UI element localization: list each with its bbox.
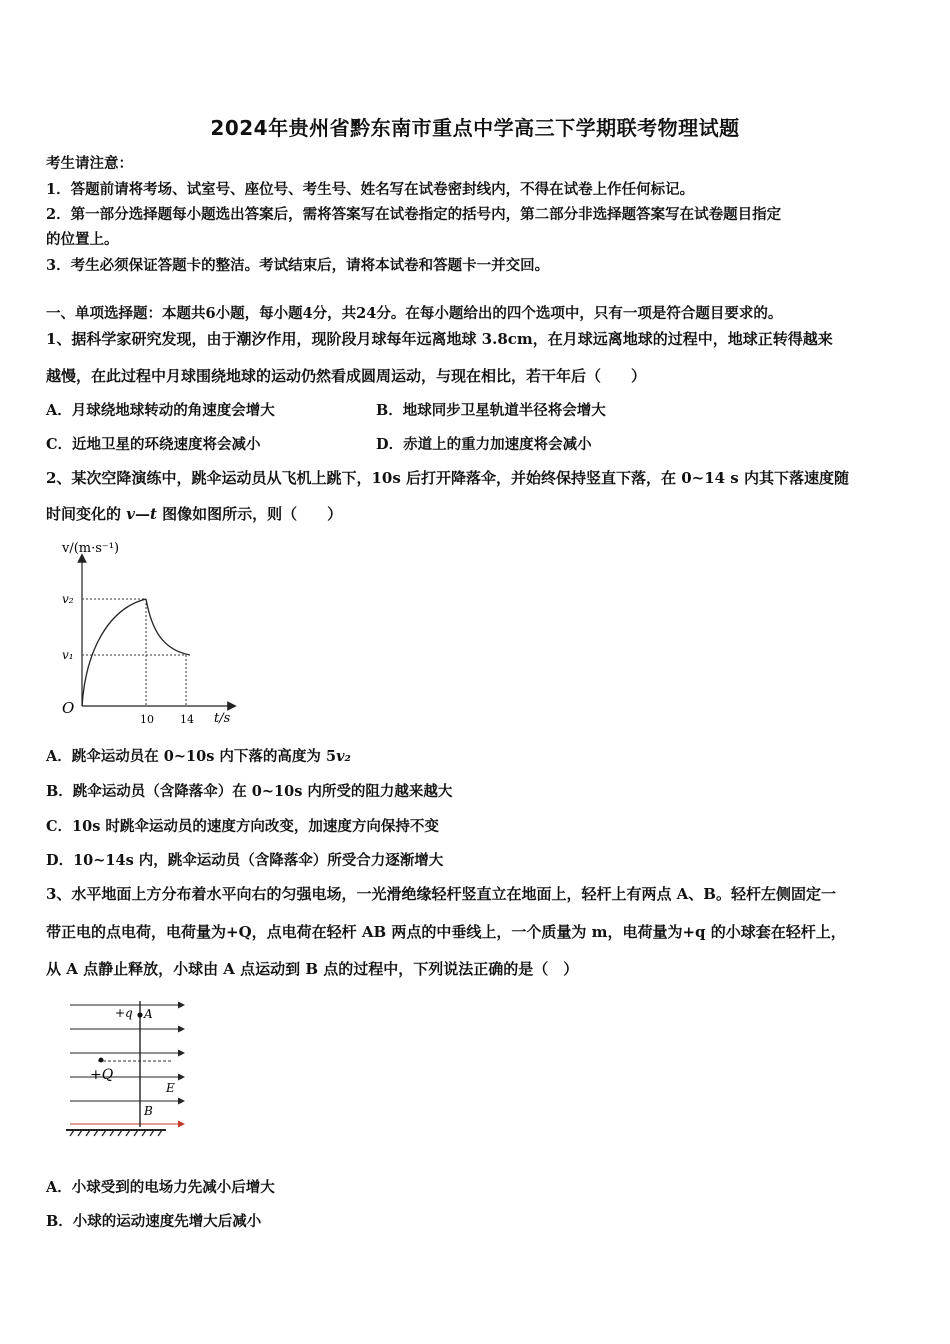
q1-line-2: 越慢，在此过程中月球围绕地球的运动仍然看成圆周运动，与现在相比，若干年后（ ） [46, 367, 647, 385]
curve-decelerating [146, 599, 190, 655]
v2-label: v₂ [62, 592, 74, 606]
exam-title: 2024年贵州省黔东南市重点中学高三下学期联考物理试题 [210, 116, 740, 140]
notice-item-2: 2．第一部分选择题每小题选出答案后，需将答案写在试卷指定的括号内，第二部分非选择题答案写在试卷题目指定 [46, 206, 782, 223]
q2-option-b: B．跳伞运动员（含降落伞）在 0~10s 内所受的阻力越来越大 [46, 783, 453, 800]
e-label: E [166, 1081, 175, 1095]
vt-graph [56, 536, 246, 728]
point-charge [99, 1058, 104, 1063]
notice-item-3: 3．考生必须保证答题卡的整洁。考试结束后，请将本试卷和答题卡一并交回。 [46, 257, 550, 274]
q1-option-a: A．月球绕地球转动的角速度会增大 [46, 402, 275, 419]
section-heading: 一、单项选择题：本题共6小题，每小题4分，共24分。在每小题给出的四个选项中，只有一项是符合题目要求的。 [46, 305, 783, 322]
q2-vt-symbol: v—t [126, 505, 157, 523]
notice-item-1: 1．答题前请将考场、试室号、座位号、考生号、姓名写在试卷密封线内，不得在试卷上作任何标记。 [46, 181, 695, 198]
q3-line-1: 3、水平地面上方分布着水平向右的匀强电场，一光滑绝缘轻杆竖直立在地面上，轻杆上有两点 A、B。轻杆左侧固定一 [46, 885, 836, 903]
q1-line-1: 1、据科学家研究发现，由于潮汐作用，现阶段月球每年远离地球 3.8cm，在月球远离地球的过程中，地球正转得越来 [46, 330, 833, 348]
q3-option-b: B．小球的运动速度先增大后减小 [46, 1213, 262, 1230]
x-axis-label: t/s [214, 711, 231, 726]
q2-option-a-var: v₂ [336, 748, 351, 765]
q3-line-3: 从 A 点静止释放，小球由 A 点运动到 B 点的过程中，下列说法正确的是（ ） [46, 960, 579, 978]
q1-option-c: C．近地卫星的环绕速度将会减小 [46, 436, 261, 453]
field-figure [60, 995, 205, 1140]
q1-option-d: D．赤道上的重力加速度将会减小 [376, 436, 592, 453]
q3-line-2: 带正电的点电荷，电荷量为+Q，点电荷在轻杆 AB 两点的中垂线上，一个质量为 m，电荷量为+q 的小球套在轻杆上， [46, 923, 846, 941]
q2-option-a-text: A．跳伞运动员在 0~10s 内下落的高度为 5 [46, 748, 337, 765]
t10-label: 10 [140, 713, 154, 726]
q2-option-c: C．10s 时跳伞运动员的速度方向改变，加速度方向保持不变 [46, 818, 439, 835]
q2-line-2-post: 图像如图所示，则（ ） [156, 505, 343, 523]
v1-label: v₁ [62, 648, 74, 662]
q2-line-2 [46, 503, 342, 524]
q2-option-a [46, 745, 351, 766]
q2-option-d: D．10~14s 内，跳伞运动员（含降落伞）所受合力逐渐增大 [46, 852, 444, 869]
notice-item-2-cont: 的位置上。 [46, 231, 119, 248]
a-label: A [144, 1007, 153, 1021]
q1-option-b: B．地球同步卫星轨道半径将会增大 [376, 402, 606, 419]
notice-heading: 考生请注意： [46, 155, 133, 172]
curve-accelerating [82, 599, 146, 706]
y-axis-label: v/(m·s⁻¹) [62, 541, 120, 556]
origin-label: O [62, 699, 75, 717]
q2-line-1: 2、某次空降演练中，跳伞运动员从飞机上跳下，10s 后打开降落伞，并始终保持竖直下落，在 0~14 s 内其下落速度随 [46, 469, 849, 487]
q-label: +q [115, 1006, 133, 1020]
b-label: B [144, 1104, 153, 1118]
q2-line-2-pre: 时间变化的 [46, 505, 127, 523]
big-q-label: +Q [90, 1067, 114, 1083]
ball [137, 1012, 142, 1017]
t14-label: 14 [180, 713, 194, 726]
q3-option-a: A．小球受到的电场力先减小后增大 [46, 1179, 275, 1196]
